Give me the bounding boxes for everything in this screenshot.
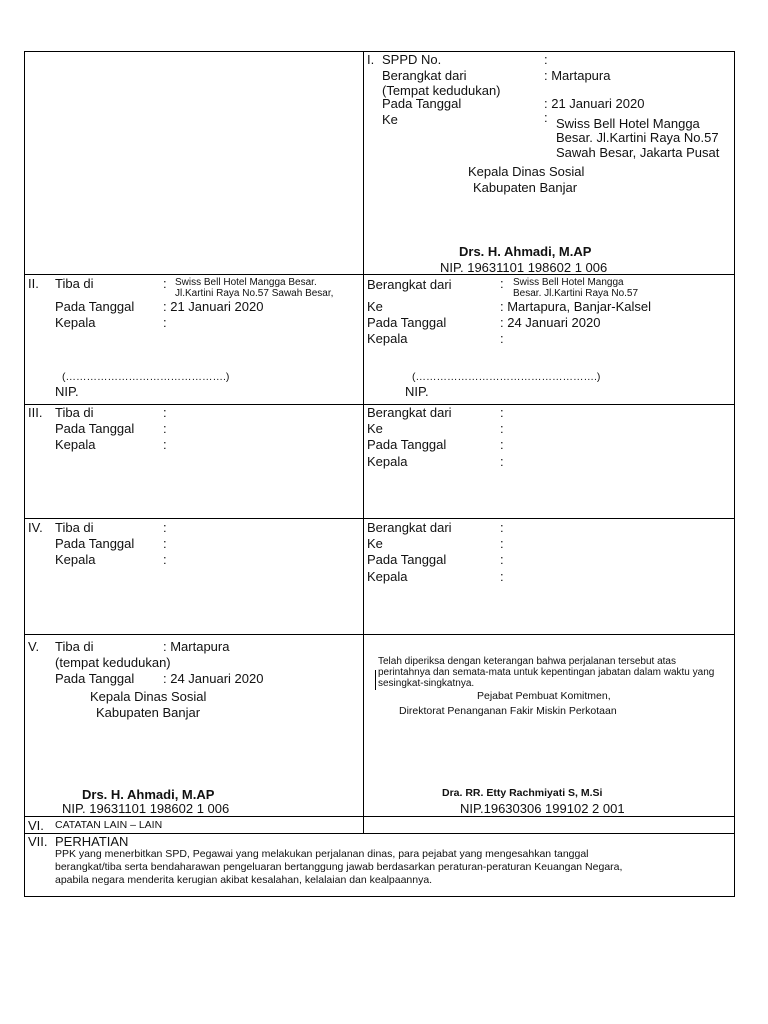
sec4-kepala2-label: Kepala [367, 569, 408, 584]
sec4-ke-label: Ke [367, 536, 383, 551]
sec5-signer2-nip: NIP.19630306 199102 2 001 [460, 801, 625, 816]
sec2-kepala-label: Kepala [55, 315, 96, 330]
ke-label: Ke [382, 112, 398, 127]
sec4-ke-colon: : [500, 536, 504, 551]
tiba-di-colon: : [163, 276, 167, 291]
berangkat-dari-value: : Martapura [544, 68, 611, 83]
sec2-tanggal-value: : 21 Januari 2020 [163, 299, 264, 314]
nip-right: NIP. [405, 384, 429, 399]
sec2-tanggal2-label: Pada Tanggal [367, 315, 447, 330]
sppd-no-colon: : [544, 52, 548, 67]
spd-form-frame [24, 51, 735, 897]
sec3-number: III. [28, 405, 43, 420]
sec4-berangkat-label: Berangkat dari [367, 520, 452, 535]
sec4-tanggal2-label: Pada Tanggal [367, 552, 447, 567]
tempat-kedudukan-label: (Tempat kedudukan) [382, 83, 501, 98]
sec3-kepala-colon: : [163, 437, 167, 452]
pada-tanggal-value: : 21 Januari 2020 [544, 96, 645, 111]
pada-tanggal-label: Pada Tanggal [382, 96, 462, 111]
signature-placeholder-right: (…………………………………………….) [412, 371, 601, 383]
sec2-ke-value: : Martapura, Banjar-Kalsel [500, 299, 652, 314]
office-title-line1: Kepala Dinas Sosial [468, 164, 585, 179]
sec3-tanggal2-label: Pada Tanggal [367, 437, 447, 452]
ke-value-line2: Besar. Jl.Kartini Raya No.57 [556, 130, 719, 145]
sec5-signer-name: Drs. H. Ahmadi, M.AP [82, 787, 215, 802]
sec5-office-line1: Kepala Dinas Sosial [90, 689, 207, 704]
divider-sec4 [24, 518, 735, 519]
sec5-tempat-label: (tempat kedudukan) [55, 655, 171, 670]
ke-value-line1: Swiss Bell Hotel Mangga [556, 116, 700, 131]
sec4-tiba-colon: : [163, 520, 167, 535]
tiba-di-value-line1: Swiss Bell Hotel Mangga Besar. [175, 277, 317, 288]
ppk-directorate: Direktorat Penanganan Fakir Miskin Perkotaan [399, 705, 617, 717]
perhatian-title: PERHATIAN [55, 834, 129, 849]
sec4-tanggal-colon: : [163, 536, 167, 551]
sec7-number: VII. [28, 834, 48, 849]
ke-colon: : [544, 110, 548, 125]
divider-sec7 [24, 833, 735, 834]
sec2-tanggal-label: Pada Tanggal [55, 299, 135, 314]
sec2-kepala-colon: : [163, 315, 167, 330]
sec5-signer-nip: NIP. 19631101 198602 1 006 [62, 801, 230, 816]
perhatian-line3: apabila negara menderita kerugian akibat kesalahan, kelalaian dan kealpaannya. [55, 874, 433, 886]
nip-left: NIP. [55, 384, 79, 399]
sec5-tiba-value: : Martapura [163, 639, 230, 654]
tiba-di-label: Tiba di [55, 276, 94, 291]
sec4-tiba-label: Tiba di [55, 520, 94, 535]
signer-nip: NIP. 19631101 198602 1 006 [440, 260, 608, 275]
sec2-ke-label: Ke [367, 299, 383, 314]
sec2-kepala2-label: Kepala [367, 331, 408, 346]
ppk-title: Pejabat Pembuat Komitmen, [477, 690, 611, 702]
sec4-kepala-colon: : [163, 552, 167, 567]
sec5-number: V. [28, 639, 40, 654]
verification-statement: Telah diperiksa dengan keterangan bahwa perjalanan tersebut atas perintahnya dan semata-mata untuk kepentingan jabatan dalam waktu yang sesingkat-singkatnya. [378, 656, 715, 689]
sec5-tiba-label: Tiba di [55, 639, 94, 654]
sec3-kepala2-colon: : [500, 454, 504, 469]
sec3-tanggal-label: Pada Tanggal [55, 421, 135, 436]
sec4-number: IV. [28, 520, 43, 535]
perhatian-line1: PPK yang menerbitkan SPD, Pegawai yang melakukan perjalanan dinas, para pejabat yang mengesahkan tanggal [55, 848, 589, 860]
sec3-tanggal2-colon: : [500, 437, 504, 452]
office-title-line2: Kabupaten Banjar [473, 180, 578, 195]
sec5-tanggal-value: : 24 Januari 2020 [163, 671, 264, 686]
sec4-tanggal-label: Pada Tanggal [55, 536, 135, 551]
sec3-berangkat-colon: : [500, 405, 504, 420]
signer-name: Drs. H. Ahmadi, M.AP [459, 244, 592, 259]
sec5-office-line2: Kabupaten Banjar [96, 705, 201, 720]
sec4-kepala2-colon: : [500, 569, 504, 584]
divider-sec5 [24, 634, 735, 635]
sec3-tiba-colon: : [163, 405, 167, 420]
sec2-number: II. [28, 276, 39, 291]
sppd-no-label: SPPD No. [382, 52, 442, 67]
sec3-tiba-label: Tiba di [55, 405, 94, 420]
sec1-number: I. [367, 52, 375, 67]
sec3-kepala2-label: Kepala [367, 454, 408, 469]
column-divider [363, 51, 364, 833]
divider-sec2 [24, 274, 735, 275]
perhatian-line2: berangkat/tiba serta bendaharawan pengeluaran bertanggung jawab berdasarkan peraturan-peraturan Keuangan Negara, [55, 861, 623, 873]
ke-value-line3: Sawah Besar, Jakarta Pusat [556, 145, 720, 160]
sec4-berangkat-colon: : [500, 520, 504, 535]
sec3-kepala-label: Kepala [55, 437, 96, 452]
sec2-tanggal2-value: : 24 Januari 2020 [500, 315, 601, 330]
divider-sec6 [24, 816, 735, 817]
sec3-berangkat-label: Berangkat dari [367, 405, 452, 420]
sec5-signer2-name: Dra. RR. Etty Rachmiyati S, M.Si [442, 787, 603, 799]
sec4-kepala-label: Kepala [55, 552, 96, 567]
sec2-berangkat-colon: : [500, 276, 504, 291]
sec2-berangkat-line1: Swiss Bell Hotel Mangga [513, 277, 624, 288]
tiba-di-value-line2: Jl.Kartini Raya No.57 Sawah Besar, [175, 288, 334, 299]
berangkat-dari-label: Berangkat dari [382, 68, 467, 83]
sec3-ke-colon: : [500, 421, 504, 436]
check-bracket [375, 670, 376, 690]
sec6-number: VI. [28, 818, 44, 833]
sec3-ke-label: Ke [367, 421, 383, 436]
sec2-berangkat-line2: Besar. Jl.Kartini Raya No.57 [513, 288, 639, 299]
signature-placeholder-left: (……………………………………….) [62, 371, 230, 383]
sec3-tanggal-colon: : [163, 421, 167, 436]
catatan-lain-lain: CATATAN LAIN – LAIN [55, 819, 163, 831]
sec4-tanggal2-colon: : [500, 552, 504, 567]
sec2-berangkat-label: Berangkat dari [367, 277, 452, 292]
sec2-kepala2-colon: : [500, 331, 504, 346]
sec5-tanggal-label: Pada Tanggal [55, 671, 135, 686]
